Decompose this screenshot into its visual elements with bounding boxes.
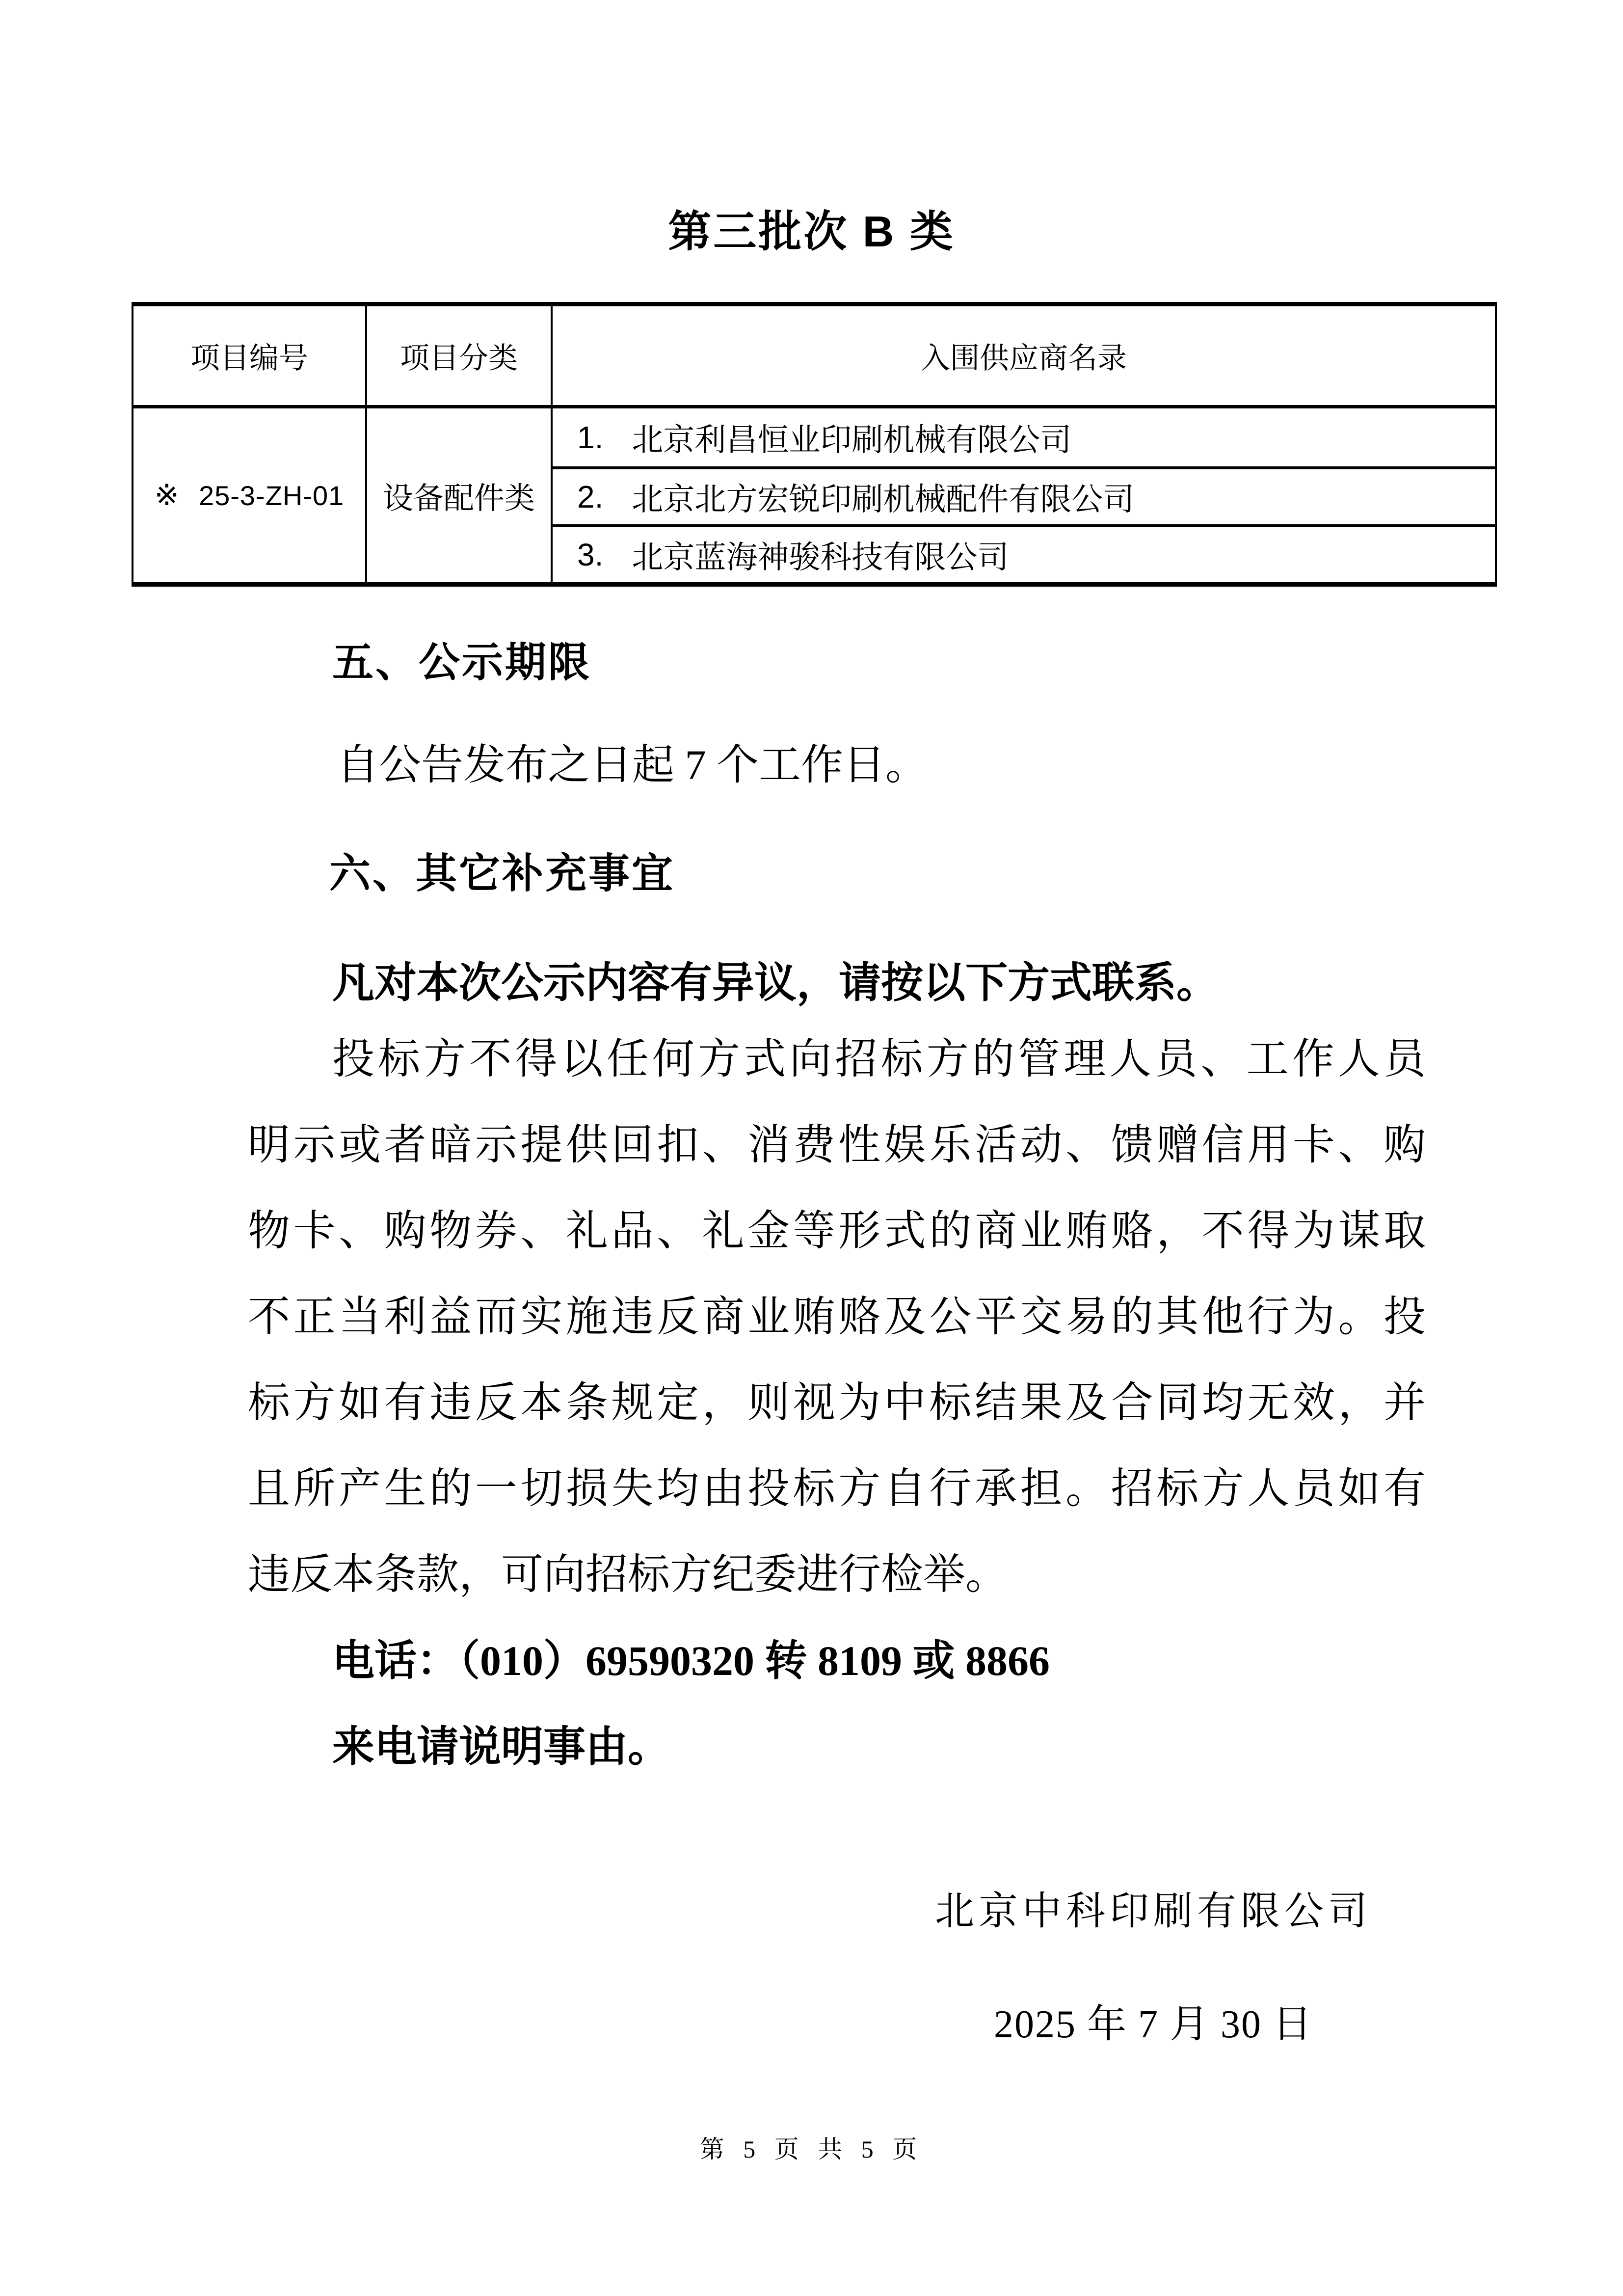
section-5-body: 自公告发布之日起 7 个工作日。 [337,741,928,788]
supplier-name: 北京蓝海神骏科技有限公司 [632,540,1009,575]
paragraph-line: 标方如有违反本条规定，则视为中标结果及合同均无效，并 [248,1379,1426,1426]
supplier-number: 1. [577,420,604,455]
paragraph-line: 物卡、购物券、礼品、礼金等形式的商业贿赂，不得为谋取 [248,1207,1426,1254]
supplier-name: 北京北方宏锐印刷机械配件有限公司 [632,482,1135,517]
table-cell-project-id [133,408,365,582]
anti-bribery-paragraph [248,1016,1426,1618]
signature-date: 2025 年 7 月 30 日 [994,2003,1313,2046]
supplier-number: 2. [577,479,604,514]
contact-phone: 电话：（010）69590320 转 8109 或 8866 [332,1637,1050,1684]
supplier-table [132,302,1497,587]
supplier-number: 3. [577,537,604,572]
table-row [551,466,1495,524]
table-header-suppliers: 入围供应商名录 [551,306,1495,408]
table-cell-category: 设备配件类 [365,408,551,582]
table-header-category: 项目分类 [365,306,551,408]
section-6-lead: 凡对本次公示内容有异议，请按以下方式联系。 [332,959,1219,1006]
section-6-heading: 六、其它补充事宜 [329,850,675,896]
supplier-name: 北京利昌恒业印刷机械有限公司 [632,422,1072,458]
section-5-heading: 五、公示期限 [332,639,592,685]
contact-phone-note: 来电请说明事由。 [332,1723,670,1770]
signature-company: 北京中科印刷有限公司 [935,1890,1372,1933]
table-row [551,408,1495,466]
paragraph-line: 不正当利益而实施违反商业贿赂及公平交易的其他行为。投 [248,1293,1426,1340]
table-header-project-id: 项目编号 [133,306,365,408]
table-row [551,524,1495,582]
project-id-value: 25-3-ZH-01 [198,480,345,511]
paragraph-line: 违反本条款，可向招标方纪委进行检举。 [248,1551,1008,1598]
page-title: 第三批次 B 类 [668,207,955,256]
page-number-footer: 第 5 页 共 5 页 [699,2135,924,2163]
paragraph-line: 投标方不得以任何方式向招标方的管理人员、工作人员 [332,1035,1426,1082]
paragraph-line: 且所产生的一切损失均由投标方自行承担。招标方人员如有 [248,1465,1426,1512]
paragraph-line: 明示或者暗示提供回扣、消费性娱乐活动、馈赠信用卡、购 [248,1121,1426,1168]
reference-marker: ※ [154,479,179,512]
